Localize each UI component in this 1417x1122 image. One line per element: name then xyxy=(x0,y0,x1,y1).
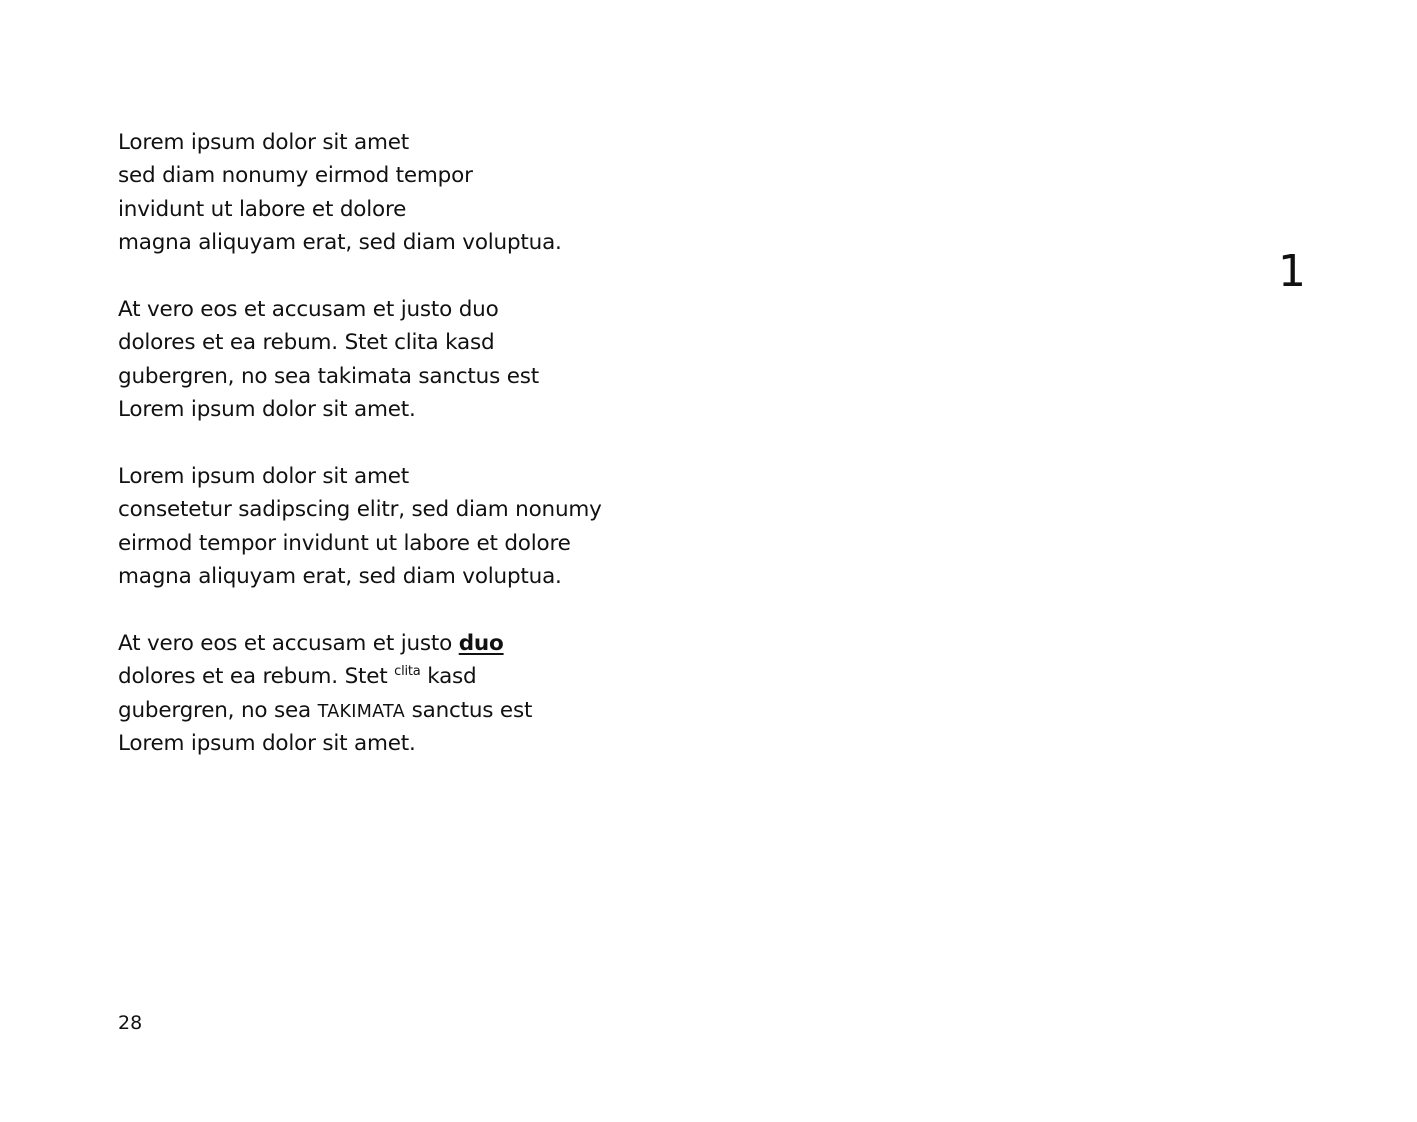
text-line xyxy=(118,660,738,693)
text-line: consetetur sadipscing elitr, sed diam nonumy xyxy=(118,497,602,523)
text-line: magna aliquyam erat, sed diam voluptua. xyxy=(118,230,562,256)
text-line: invidunt ut labore et dolore xyxy=(118,196,407,222)
stanza-4-styled xyxy=(118,627,738,761)
text-line xyxy=(118,627,738,660)
line-text: gubergren, no sea xyxy=(118,697,318,723)
bold-underlined-word: duo xyxy=(458,630,504,656)
text-line: Lorem ipsum dolor sit amet xyxy=(118,130,409,155)
text-line: sed diam nonumy eirmod tempor xyxy=(118,163,473,189)
superscript-word: clita xyxy=(394,664,421,680)
chapter-number: 1 xyxy=(1278,246,1306,297)
line-text: kasd xyxy=(420,664,477,690)
body-text xyxy=(118,126,738,794)
line-text: At vero eos et accusam et justo xyxy=(118,630,459,656)
small-caps-word: TAKIMATA xyxy=(317,701,405,722)
text-line: dolores et ea rebum. Stet clita kasd xyxy=(118,330,495,356)
text-line: Lorem ipsum dolor sit amet. xyxy=(118,397,416,423)
text-line: magna aliquyam erat, sed diam voluptua. xyxy=(118,564,562,590)
text-line: eirmod tempor invidunt ut labore et dolore xyxy=(118,530,571,556)
page-number: 28 xyxy=(118,1012,143,1034)
stanza-3 xyxy=(118,460,738,594)
text-line: Lorem ipsum dolor sit amet. xyxy=(118,731,416,757)
stanza-1 xyxy=(118,126,738,260)
text-line: Lorem ipsum dolor sit amet xyxy=(118,463,409,489)
line-text: sanctus est xyxy=(404,697,533,723)
text-line: gubergren, no sea takimata sanctus est xyxy=(118,363,539,389)
text-line: At vero eos et accusam et justo duo xyxy=(118,296,499,322)
line-text: dolores et ea rebum. Stet xyxy=(118,664,395,690)
text-line xyxy=(118,694,738,727)
stanza-2 xyxy=(118,293,738,427)
